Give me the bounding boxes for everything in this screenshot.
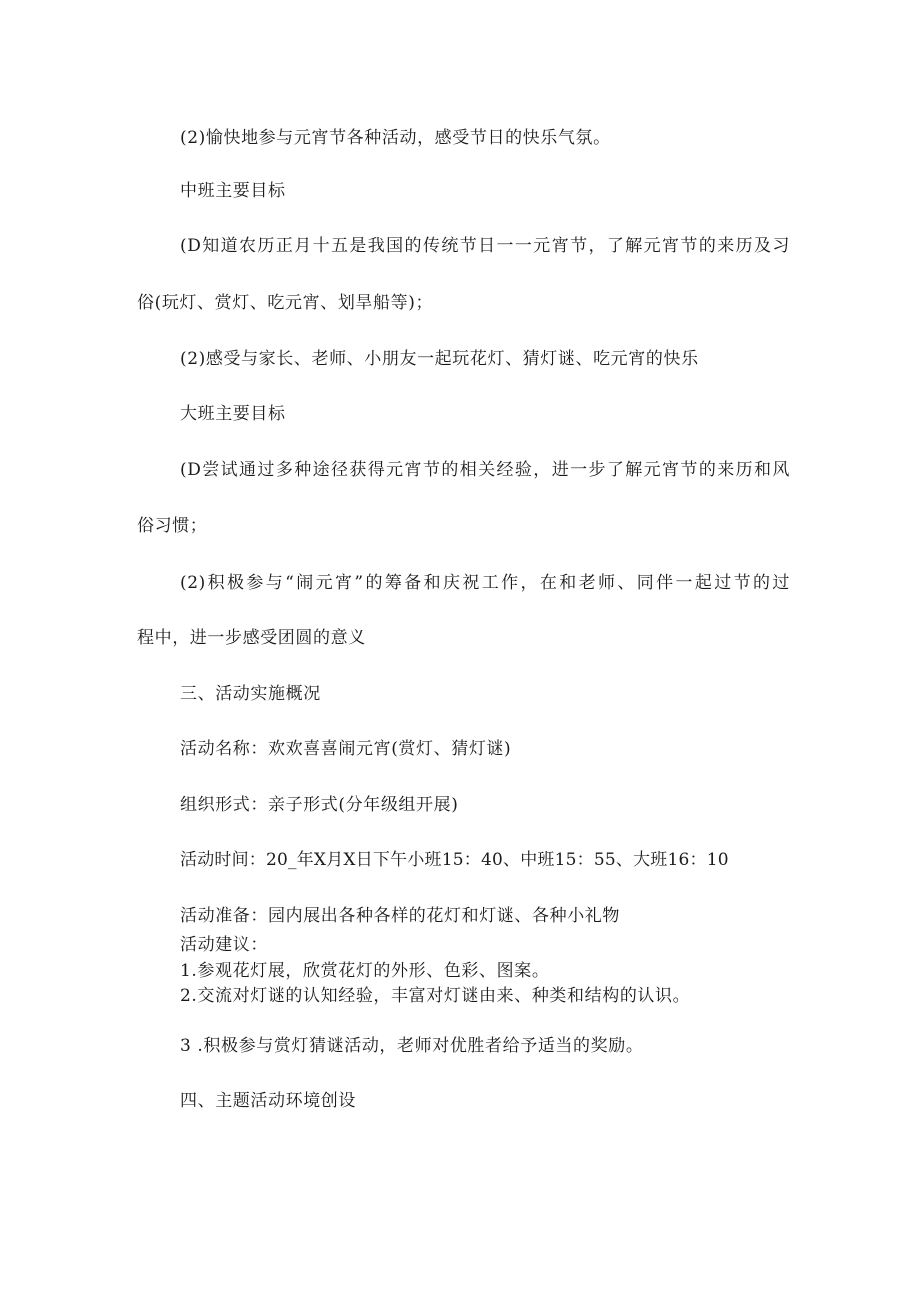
paragraph-goal-2: (2)愉快地参与元宵节各种活动，感受节日的快乐气氛。	[180, 128, 611, 148]
section-heading-environment: 四、主题活动环境创设	[180, 1091, 356, 1111]
activity-suggestions-label: 活动建议：	[180, 935, 268, 955]
organization-form: 组织形式：亲子形式(分年级组开展)	[180, 795, 459, 815]
heading-middle-class-goals: 中班主要目标	[180, 181, 286, 201]
heading-senior-class-goals: 大班主要目标	[180, 404, 286, 424]
suggestion-3: 3 .积极参与赏灯猜谜活动，老师对优胜者给予适当的奖励。	[180, 1036, 644, 1056]
suggestion-2: 2.交流对灯谜的认知经验，丰富对灯谜由来、种类和结构的认识。	[180, 986, 691, 1006]
suggestion-1: 1.参观花灯展，欣赏花灯的外形、色彩、图案。	[180, 961, 550, 981]
paragraph-senior-goal-1-cont: 俗习惯；	[137, 516, 208, 536]
activity-name: 活动名称：欢欢喜喜闹元宵(赏灯、猜灯谜)	[180, 739, 512, 759]
paragraph-middle-goal-2: (2)感受与家长、老师、小朋友一起玩花灯、猜灯谜、吃元宵的快乐	[180, 349, 699, 369]
paragraph-senior-goal-1: (D尝试通过多种途径获得元宵节的相关经验，进一步了解元宵节的来历和风	[180, 460, 790, 480]
activity-preparation: 活动准备：园内展出各种各样的花灯和灯谜、各种小礼物	[180, 906, 620, 926]
paragraph-middle-goal-1-cont: 俗(玩灯、赏灯、吃元宵、划旱船等)；	[137, 293, 434, 313]
section-heading-implementation: 三、活动实施概况	[180, 684, 321, 704]
paragraph-senior-goal-2-cont: 程中，进一步感受团圆的意义	[137, 628, 366, 648]
paragraph-middle-goal-1: (D知道农历正月十五是我国的传统节日一一元宵节，了解元宵节的来历及习	[180, 236, 790, 256]
activity-time: 活动时间：20_年X月X日下午小班15：40、中班15：55、大班16：10	[180, 850, 729, 870]
paragraph-senior-goal-2: (2)积极参与“闹元宵”的筹备和庆祝工作，在和老师、同伴一起过节的过	[180, 573, 790, 593]
